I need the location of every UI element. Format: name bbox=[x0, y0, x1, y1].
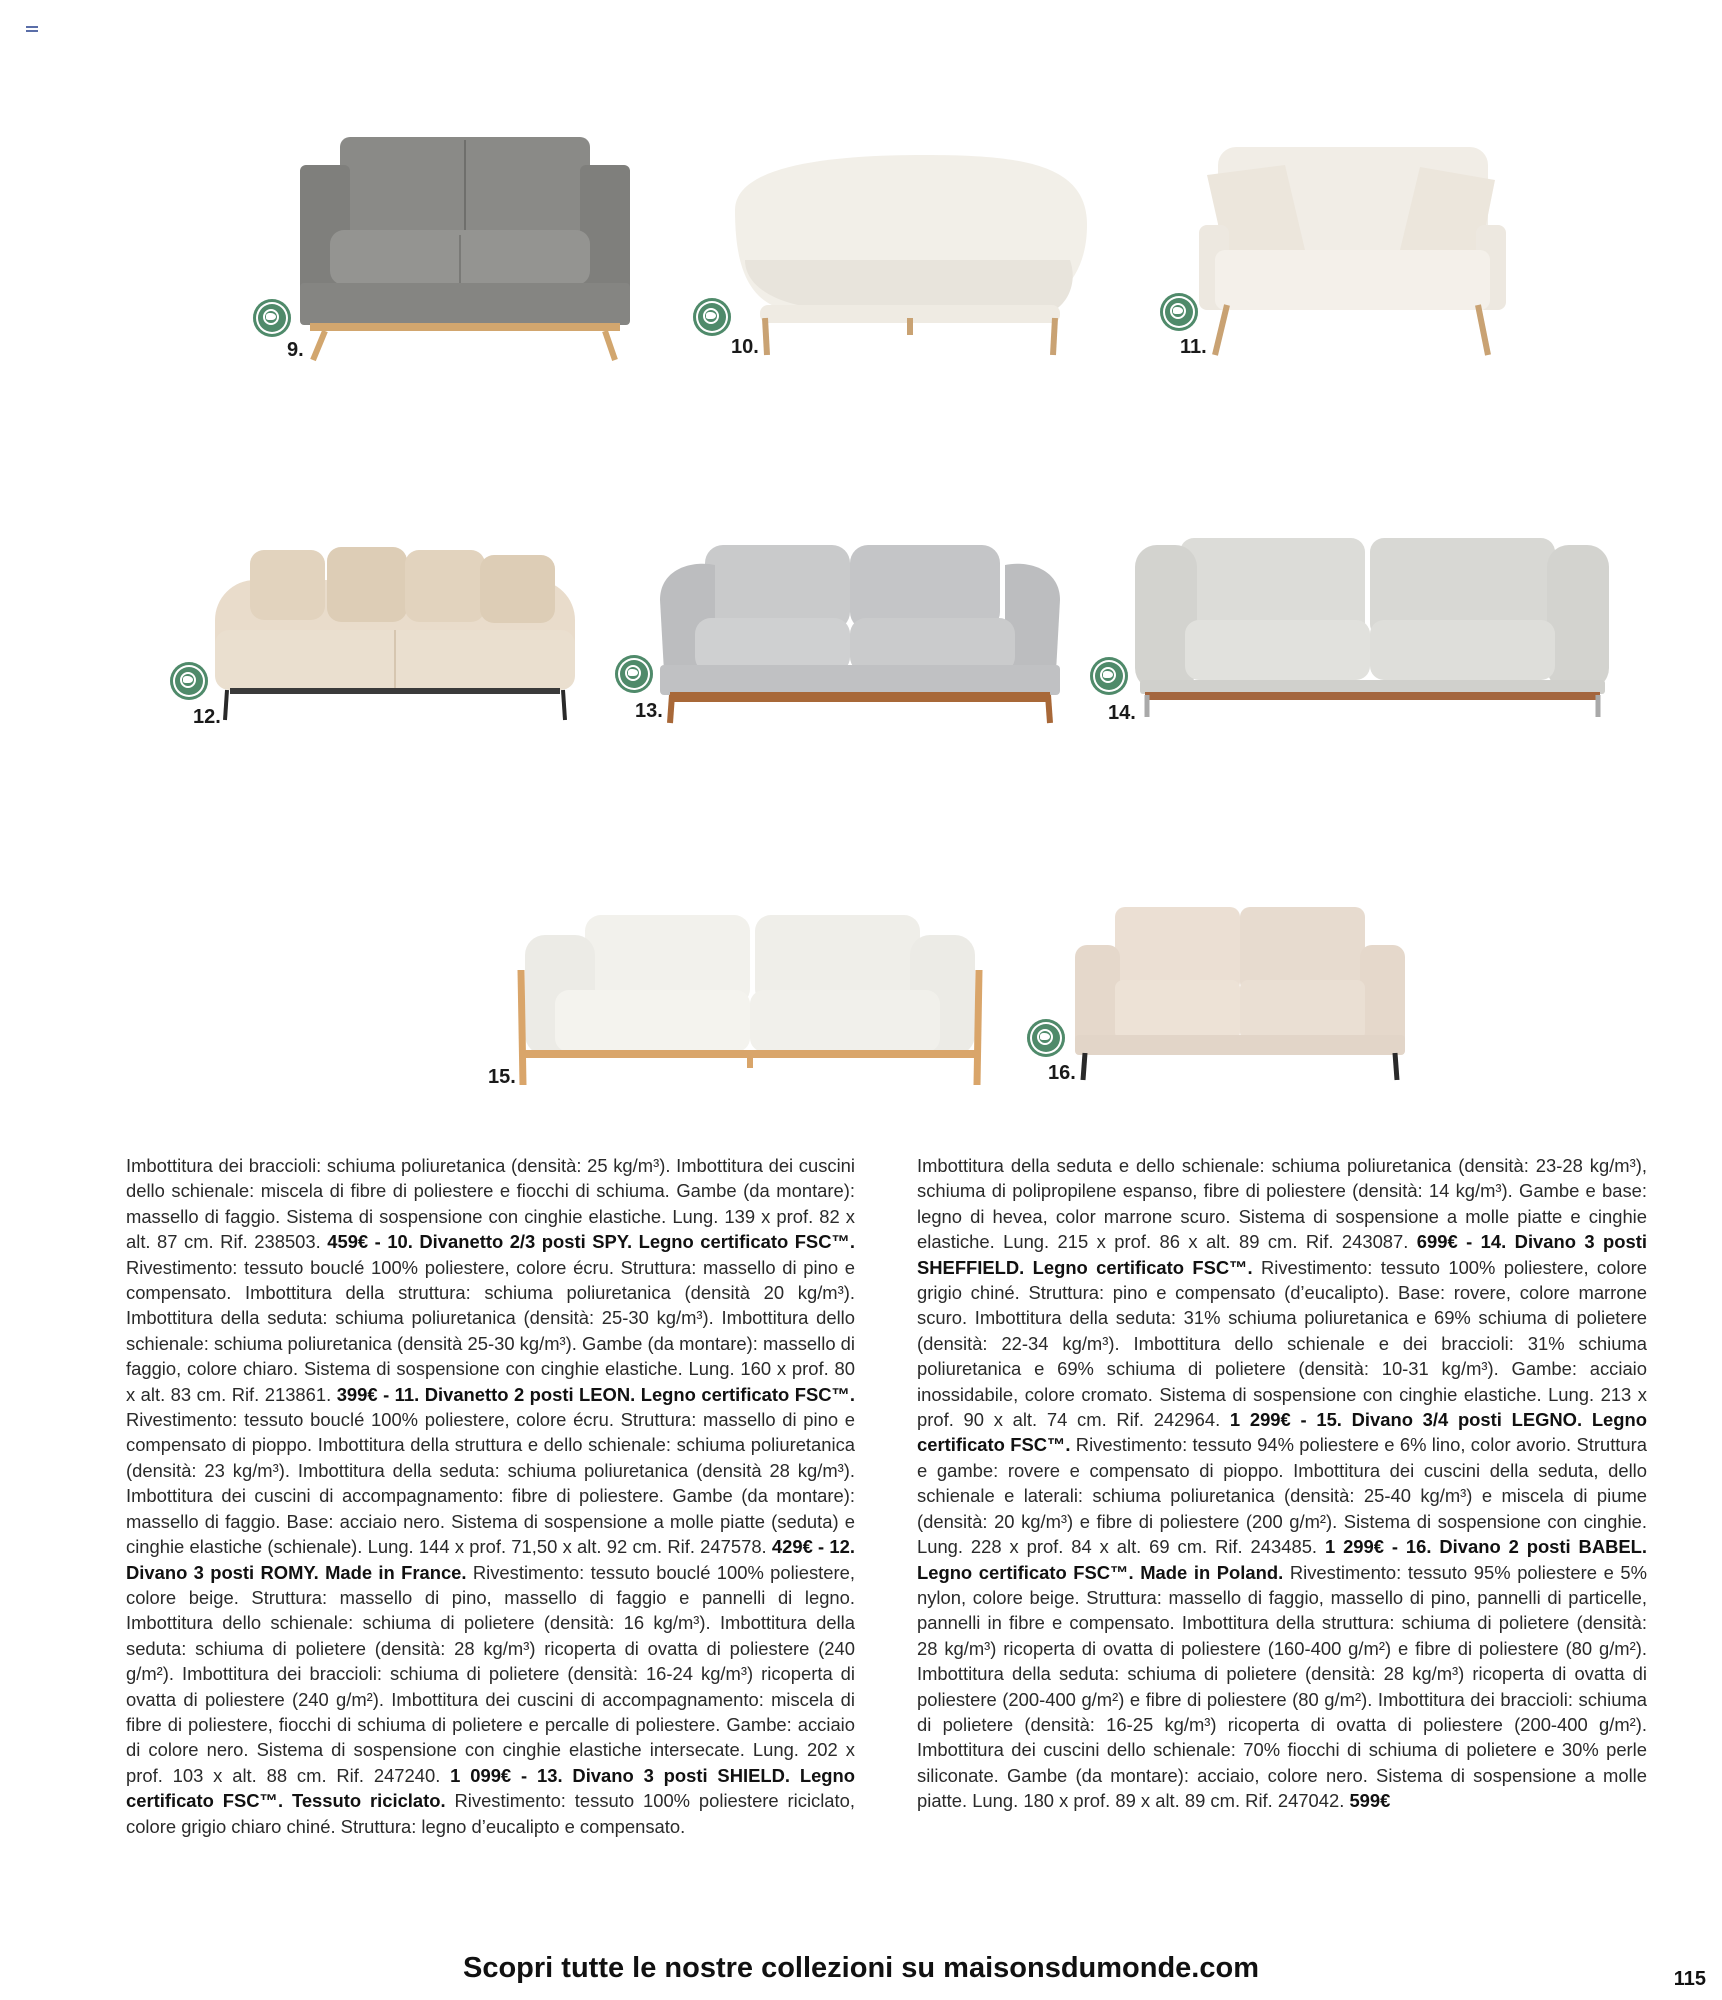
product-15 bbox=[515, 910, 985, 1090]
product-price-title: 699€ - 14. Divano 3 posti SHEFFIELD. Legno certificato FSC™. bbox=[917, 1231, 1647, 1278]
globe-leaf-icon bbox=[1090, 657, 1128, 695]
product-number-11: 11. bbox=[1180, 336, 1207, 358]
product-price-title: 399€ - 11. Divanetto 2 posti LEON. Legno certificato FSC™. bbox=[336, 1383, 856, 1405]
product-14 bbox=[1135, 535, 1610, 720]
globe-leaf-icon bbox=[1027, 1019, 1065, 1057]
globe-leaf-icon bbox=[170, 662, 208, 700]
menu-icon[interactable] bbox=[26, 26, 38, 36]
product-price-title: 1 099€ - 13. Divano 3 posti SHIELD. Legno certificato FSC™. Tessuto riciclato. bbox=[126, 1764, 855, 1812]
product-spec-text: Imbottitura della seduta e dello schienale: schiuma poliuretanica (densità: 23-28 kg/m³), schiuma di polipropilene espanso, fibre di poliestere (densità: 14 kg/m³). Gambe e base: legno di hevea, color marrone scuro. Sistema di sospensione a molle piatte e cinghie elastiche. Lung. 215 x prof. 86 x alt. 89 cm. Rif. 243087. bbox=[917, 1155, 1647, 1253]
product-spec-text: Imbottitura dei braccioli: schiuma poliuretanica (densità: 25 kg/m³). Imbottitura dei cuscini dello schienale: miscela di fibre di poliestere e fiocchi di schiuma. Gambe (da montare): massello di faggio. Sistema di sospensione con cinghie elastiche. Lung. 139 x prof. 82 x alt. 87 cm. Rif. 238503. bbox=[126, 1155, 855, 1253]
footer-cta: Scopri tutte le nostre collezioni su maisonsdumonde.com bbox=[462, 1952, 1259, 1984]
product-number-12: 12. bbox=[193, 706, 221, 728]
product-spec-text: Rivestimento: tessuto bouclé 100% poliestere, colore écru. Struttura: massello di pino e compensato di pioppo. Imbottitura della struttura e dello schienale: schiuma poliuretanica (densità: 23 kg/m³). Imbottitura della seduta: schiuma poliuretanica (densità 28 kg/m³). Imbottitura dei cuscini di accompagnamento: fibre di poliestere. Gambe (da montare): massello di faggio. Base: acciaio nero. Sistema di sospensione a molle piatte (seduta) e cinghie elastiche (schienale). Lung. 144 x prof. 71,50 x alt. 92 cm. Rif. 247578. bbox=[126, 1409, 855, 1558]
description-right bbox=[917, 1153, 1647, 1814]
sofa-11-image bbox=[1195, 145, 1510, 360]
product-price-title: 1 299€ - 16. Divano 2 posti BABEL. Legno certificato FSC™. Made in Poland. bbox=[917, 1536, 1647, 1583]
product-spec-text: Rivestimento: tessuto 94% poliestere e 6% lino, color avorio. Struttura e gambe: rovere e compensato di pioppo. Imbottitura dei cuscini della seduta, dello schienale e laterali: schiuma poliuretanica (densità: 25-40 kg/m³) e miscela di piume (densità: 20 kg/m³) e fibre di poliestere (200 g/m²). Sistema di sospensione con cinghie. Lung. 228 x prof. 84 x alt. 69 cm. Rif. 243485. bbox=[917, 1434, 1647, 1558]
product-spec-text: Rivestimento: tessuto 95% poliestere e 5% nylon, colore beige. Struttura: massello di faggio, massello di pino, pannelli di particelle, pannelli in fibre e compensato. Imbottitura della struttura: schiuma di polietere (densità: 28 kg/m³) ricoperta di ovatta di poliestere (160-400 g/m²) e fibre di poliestere (80 g/m²). Imbottitura della seduta: schiuma di polietere (densità: 28 kg/m³) ricoperta di ovatta di poliestere (200-400 g/m²) e fibre di poliestere (80 g/m²). Imbottitura dei braccioli: schiuma di polietere (densità: 16-25 kg/m³) ricoperta di ovatta di poliestere (200-400 g/m²). Imbottitura dei cuscini dello schienale: 70% fiocchi di schiuma di polietere e 30% perle siliconate. Gambe (da montare): acciaio, colore nero. Sistema di sospensione a molle piatte. Lung. 180 x prof. 89 x alt. 89 cm. Rif. 247042. bbox=[917, 1561, 1647, 1812]
product-price-title: 429€ - 12. Divano 3 posti ROMY. Made in France. bbox=[126, 1536, 855, 1583]
description-left bbox=[126, 1153, 855, 1839]
page-number: 115 bbox=[1673, 1968, 1706, 1990]
product-11 bbox=[1195, 145, 1510, 360]
description-right-text bbox=[917, 1153, 1647, 1814]
globe-leaf-icon bbox=[253, 299, 291, 337]
sofa-15-image bbox=[515, 910, 985, 1090]
product-number-15: 15. bbox=[488, 1066, 516, 1088]
globe-leaf-icon bbox=[615, 655, 653, 693]
product-9 bbox=[255, 135, 630, 365]
product-13 bbox=[660, 540, 1060, 725]
globe-leaf-icon bbox=[693, 298, 731, 336]
product-spec-text: Rivestimento: tessuto bouclé 100% poliestere, colore beige. Struttura: massello di pino, massello di faggio e pannelli di legno. Imbottitura dello schienale: schiuma di polietere (densità: 16 kg/m³). Imbottitura della seduta: schiuma di polietere (densità: 28 kg/m³) ricoperta di ovatta di poliestere (240 g/m²). Imbottitura dei braccioli: schiuma di polietere (densità: 16-24 kg/m³) ricoperta di ovatta di poliestere (240 g/m²). Imbottitura dei cuscini di accompagnamento: miscela di fibre di poliestere, fiocchi di schiuma di polietere e percalle di poliestere. Gambe: acciaio di colore nero. Sistema di sospensione con cinghie elastiche intersecate. Lung. 202 x prof. 103 x alt. 88 cm. Rif. 247240. bbox=[126, 1561, 855, 1786]
product-spec-text: Rivestimento: tessuto 100% poliestere riciclato, colore grigio chiaro chiné. Struttura: legno d’eucalipto e compensato. bbox=[126, 1790, 855, 1837]
product-spec-text: Rivestimento: tessuto 100% poliestere, colore grigio chiné. Struttura: pino e compensato (d’eucalipto). Base: rovere, colore marrone scuro. Imbottitura della seduta: 31% schiuma poliuretanica e 69% schiuma di polietere (densità: 22-34 kg/m³). Imbottitura dello schienale e dei braccioli: 31% schiuma poliuretanica e 69% schiuma di polietere (densità: 10-31 kg/m³). Gambe: acciaio inossidabile, colore cromato. Sistema di sospensione con cinghie elastiche. Lung. 213 x prof. 90 x alt. 74 cm. Rif. 242964. bbox=[917, 1256, 1647, 1431]
product-number-13: 13. bbox=[635, 700, 663, 722]
description-left-text bbox=[126, 1153, 855, 1839]
product-price-title: 599€ bbox=[1349, 1790, 1391, 1812]
globe-leaf-icon bbox=[1160, 293, 1198, 331]
product-number-10: 10. bbox=[731, 336, 759, 358]
sofa-9-image bbox=[255, 135, 630, 365]
product-10 bbox=[725, 150, 1095, 360]
product-number-16: 16. bbox=[1048, 1062, 1076, 1084]
product-12 bbox=[215, 545, 575, 725]
sofa-16-image bbox=[1075, 905, 1405, 1085]
sofa-13-image bbox=[660, 540, 1060, 725]
sofa-14-image bbox=[1135, 535, 1610, 720]
sofa-10-image bbox=[725, 150, 1095, 360]
sofa-12-image bbox=[215, 545, 575, 725]
product-number-9: 9. bbox=[287, 339, 304, 361]
product-spec-text: Rivestimento: tessuto bouclé 100% poliestere, colore écru. Struttura: massello di pino e compensato. Imbottitura della struttura: schiuma poliuretanica (densità 20 kg/m³). Imbottitura della seduta: schiuma poliuretanica (densità: 25-30 kg/m³). Imbottitura dello schienale: schiuma poliuretanica (densità 25-30 kg/m³). Gambe (da montare): massello di faggio, colore chiaro. Sistema di sospensione con cinghie elastiche. Lung. 160 x prof. 80 x alt. 83 cm. Rif. 213861. bbox=[126, 1256, 855, 1405]
product-price-title: 459€ - 10. Divanetto 2/3 posti SPY. Legno certificato FSC™. bbox=[327, 1231, 855, 1253]
product-16 bbox=[1075, 905, 1405, 1085]
product-number-14: 14. bbox=[1108, 702, 1136, 724]
product-price-title: 1 299€ - 15. Divano 3/4 posti LEGNO. Legno certificato FSC™. bbox=[917, 1409, 1647, 1456]
